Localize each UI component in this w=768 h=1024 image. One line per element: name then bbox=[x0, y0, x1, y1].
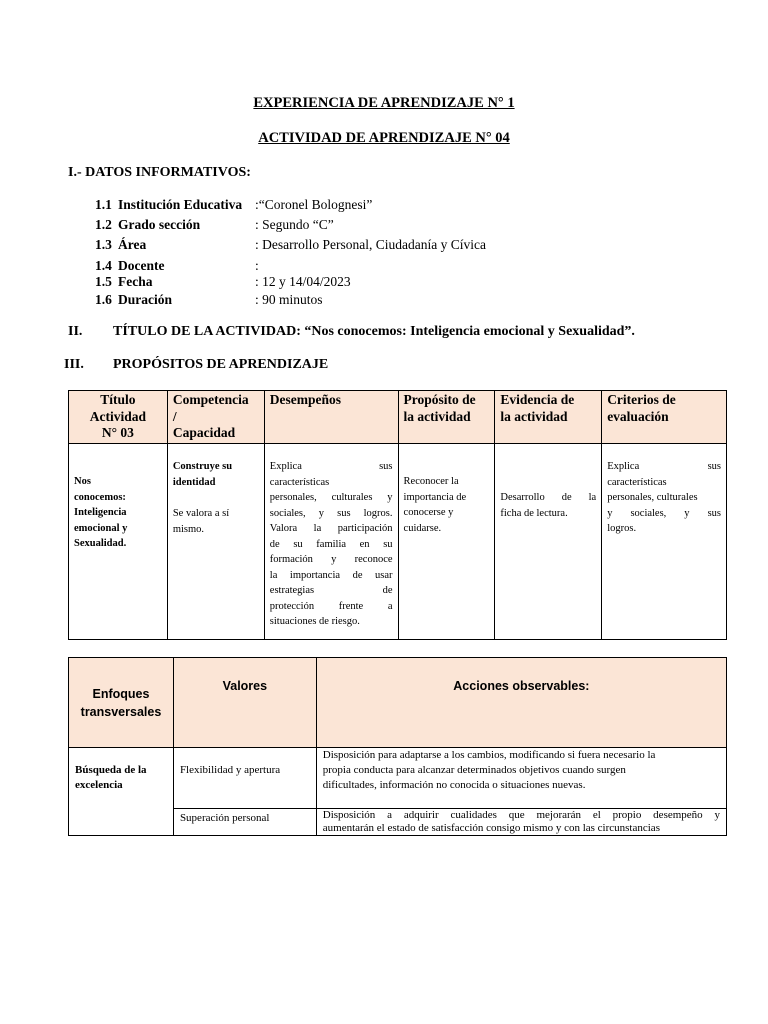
cell-accion-flexibilidad bbox=[316, 748, 726, 809]
cell-line: personales, culturales bbox=[607, 492, 698, 503]
cell-line: conocerse y bbox=[403, 507, 454, 518]
info-num-1-3: 1.3 bbox=[95, 237, 112, 252]
info-value-institucion: :“Coronel Bolognesi” bbox=[255, 197, 373, 212]
header-criterios bbox=[602, 391, 727, 444]
enfoques-row bbox=[69, 748, 727, 809]
enfoques-table bbox=[68, 657, 727, 836]
cell-desempenos bbox=[264, 444, 398, 640]
cell-line: y sociales, y sus bbox=[607, 507, 721, 519]
info-value-docente: : bbox=[255, 258, 259, 273]
cell-line: la importancia de usar bbox=[269, 569, 393, 581]
info-label-institucion: Institución Educativa bbox=[118, 197, 243, 212]
info-num-1-6: 1.6 bbox=[95, 292, 112, 307]
header-line: Evidencia de bbox=[500, 392, 575, 407]
section-propositos-label: PROPÓSITOS DE APRENDIZAJE bbox=[113, 357, 329, 372]
cell-line: Disposición a adquirir cualidades que mejorarán el propio desempeño y bbox=[322, 809, 720, 821]
cell-valor-superacion bbox=[173, 809, 316, 836]
header-line: Enfoques bbox=[92, 686, 150, 701]
header-valores: Valores bbox=[173, 658, 316, 748]
cell-line: Disposición para adaptarse a los cambios, modificando si fuera necesario la bbox=[322, 749, 656, 761]
info-label-area: Área bbox=[118, 237, 147, 252]
cell-line: personales, culturales y bbox=[269, 492, 393, 503]
info-num-1-1: 1.1 bbox=[95, 197, 112, 212]
cell-line: ficha de lectura. bbox=[500, 507, 568, 519]
info-label-fecha: Fecha bbox=[118, 274, 153, 289]
header-line: evaluación bbox=[607, 408, 669, 424]
section-titulo-value: “Nos conocemos: Inteligencia emocional y Sexualidad”. bbox=[304, 324, 635, 339]
cell-enfoque bbox=[69, 748, 174, 836]
cell-line: excelencia bbox=[75, 779, 123, 791]
cell-line: mismo. bbox=[172, 523, 205, 535]
header-line: Propósito de bbox=[403, 392, 476, 407]
header-enfoques bbox=[69, 658, 174, 748]
section-datos-informativos: I.- DATOS INFORMATIVOS: bbox=[68, 165, 251, 180]
cell-accion-superacion bbox=[316, 809, 726, 836]
cell-line: estrategias de bbox=[269, 585, 393, 596]
cell-line: emocional y bbox=[74, 522, 128, 534]
cell-line: Explica sus bbox=[607, 461, 721, 472]
cell-line: Construye su bbox=[172, 461, 233, 472]
section-titulo-num: II. bbox=[68, 324, 83, 339]
info-value-area: : Desarrollo Personal, Ciudadanía y Cívica bbox=[255, 237, 486, 252]
cell-line: Sexualidad. bbox=[74, 538, 127, 549]
header-line: Criterios de bbox=[607, 392, 676, 407]
info-num-1-5: 1.5 bbox=[95, 274, 112, 289]
actividad-title: ACTIVIDAD DE APRENDIZAJE N° 04 bbox=[258, 130, 510, 146]
cell-titulo-actividad bbox=[69, 444, 168, 640]
cell-line: Nos bbox=[74, 476, 91, 487]
cell-line: importancia de bbox=[403, 491, 467, 503]
header-titulo-actividad bbox=[69, 391, 168, 444]
cell-line: Búsqueda de la bbox=[75, 764, 147, 776]
cell-line: aumentarán el estado de satisfacción consigo mismo y con las circunstancias bbox=[322, 822, 660, 834]
cell-valor-flexibilidad bbox=[173, 748, 316, 809]
info-value-grado: : Segundo “C” bbox=[255, 217, 334, 232]
cell-line: protección frente a bbox=[269, 600, 393, 612]
cell-line: Reconocer la bbox=[403, 476, 459, 487]
cell-evidencia bbox=[495, 444, 602, 640]
cell-line: características bbox=[607, 476, 667, 488]
info-label-grado: Grado sección bbox=[118, 217, 201, 232]
enfoques-header-row bbox=[69, 658, 727, 748]
cell-proposito bbox=[398, 444, 495, 640]
valor-text: Flexibilidad y apertura bbox=[179, 764, 281, 776]
header-competencia bbox=[167, 391, 264, 444]
header-line: Competencia bbox=[172, 392, 249, 407]
propositos-row bbox=[69, 444, 727, 640]
cell-line: identidad bbox=[172, 476, 216, 488]
info-label-docente: Docente bbox=[118, 258, 165, 273]
header-line: la actividad bbox=[403, 408, 471, 424]
cell-line: propia conducta para alcanzar determinados objetivos cuando surgen bbox=[322, 764, 626, 776]
header-line: / bbox=[172, 408, 177, 424]
cell-line: formación y reconoce bbox=[269, 554, 393, 565]
valor-text: Superación personal bbox=[179, 812, 270, 824]
experiencia-title: EXPERIENCIA DE APRENDIZAJE N° 1 bbox=[253, 95, 515, 111]
cell-line: de su familia en su bbox=[269, 538, 393, 550]
propositos-header-row bbox=[69, 391, 727, 444]
cell-line: conocemos: bbox=[74, 491, 126, 503]
header-line: Desempeños bbox=[269, 392, 342, 407]
header-acciones: Acciones observables: bbox=[316, 658, 726, 748]
cell-line: Explica sus bbox=[269, 461, 393, 472]
cell-criterios bbox=[602, 444, 727, 640]
info-value-duracion: : 90 minutos bbox=[255, 292, 323, 307]
info-value-fecha: : 12 y 14/04/2023 bbox=[255, 274, 351, 289]
header-line: Título bbox=[100, 392, 136, 407]
cell-line: Inteligencia bbox=[74, 507, 127, 518]
header-proposito bbox=[398, 391, 495, 444]
section-propositos-num: III. bbox=[64, 357, 84, 372]
propositos-table bbox=[68, 390, 727, 640]
header-desempenos bbox=[264, 391, 398, 444]
header-evidencia bbox=[495, 391, 602, 444]
section-titulo-label: TÍTULO DE LA ACTIVIDAD: bbox=[113, 324, 301, 339]
cell-line: características bbox=[269, 476, 330, 488]
cell-line: Se valora a sí bbox=[172, 508, 230, 519]
header-line: Actividad bbox=[89, 408, 147, 424]
cell-line: cuidarse. bbox=[403, 522, 442, 534]
header-line: transversales bbox=[80, 704, 162, 719]
cell-competencia bbox=[167, 444, 264, 640]
cell-line: situaciones de riesgo. bbox=[269, 616, 360, 627]
cell-line: Desarrollo de la bbox=[500, 492, 597, 503]
header-line: Capacidad bbox=[172, 425, 236, 440]
info-num-1-2: 1.2 bbox=[95, 217, 112, 232]
cell-line: sociales, y sus logros. bbox=[269, 507, 393, 519]
cell-line: logros. bbox=[607, 523, 637, 534]
info-num-1-4: 1.4 bbox=[95, 258, 112, 273]
cell-line: Valora la participación bbox=[269, 523, 393, 534]
info-label-duracion: Duración bbox=[118, 292, 172, 307]
header-line: N° 03 bbox=[101, 425, 134, 440]
cell-line: dificultades, información no conocida o situaciones nuevas. bbox=[322, 779, 586, 791]
section-titulo-actividad bbox=[113, 324, 635, 340]
header-line: la actividad bbox=[500, 408, 568, 424]
